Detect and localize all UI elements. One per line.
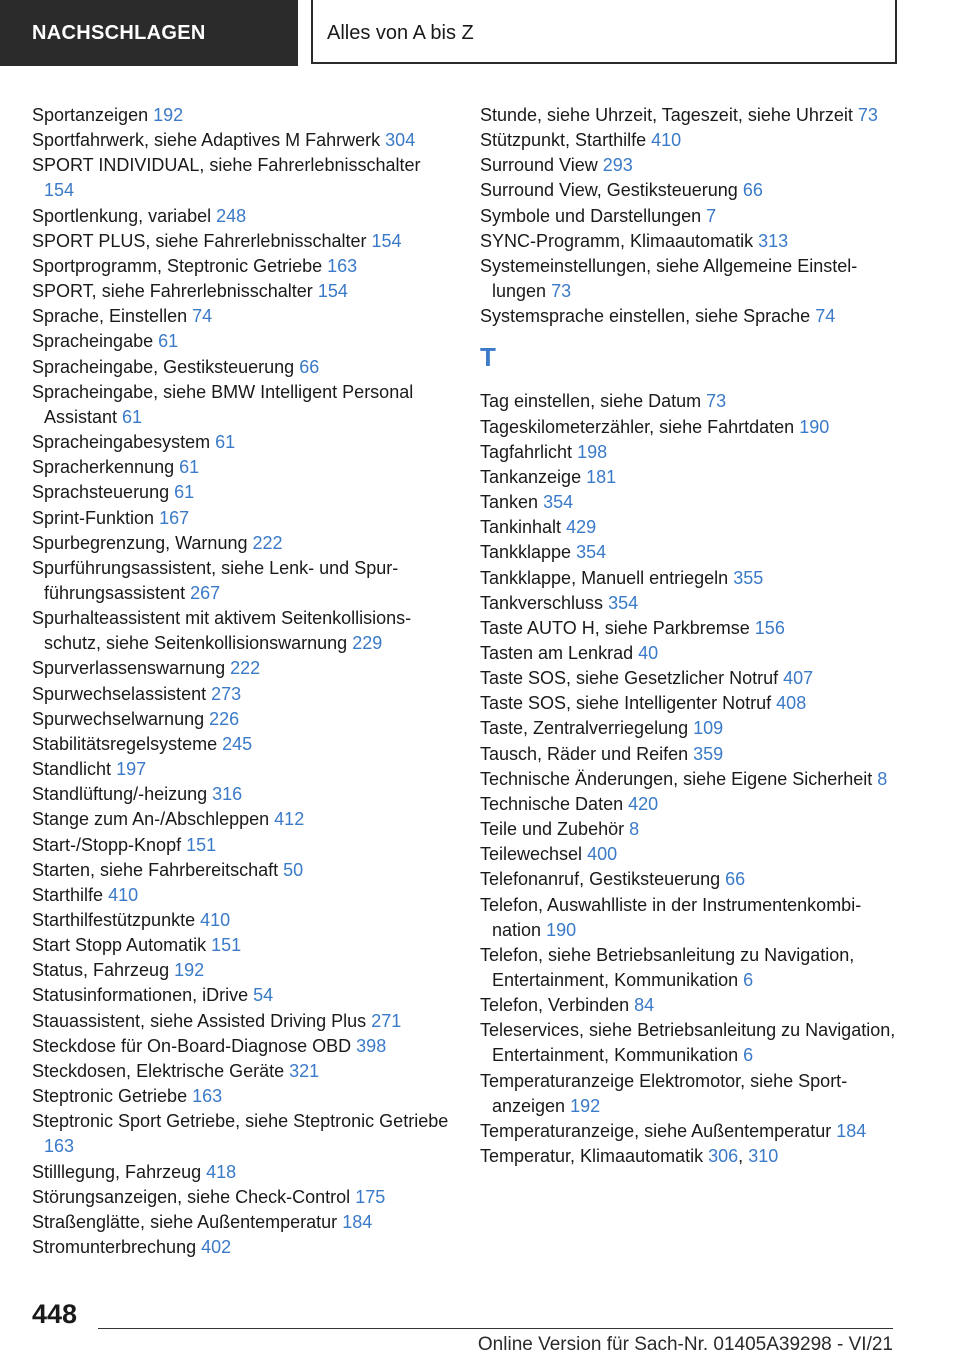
index-entry-term: Sportlenkung, variabel: [32, 205, 212, 226]
page-reference-link[interactable]: 248: [216, 205, 247, 226]
index-entry-term: Sportfahrwerk, siehe Adaptives M Fahrwerk: [32, 130, 381, 151]
index-entry: [32, 606, 452, 656]
page-reference-link[interactable]: 273: [211, 683, 242, 704]
index-entry-term: Start Stopp Automatik: [32, 935, 207, 956]
index-entry-term: SPORT PLUS, siehe Fahrerlebnisschalter: [32, 230, 367, 251]
page-reference-link[interactable]: 154: [317, 281, 348, 302]
page-reference-link[interactable]: 410: [108, 884, 139, 905]
index-entry: [480, 792, 900, 817]
page-title: Alles von A bis Z: [327, 22, 474, 44]
index-entry: [480, 128, 900, 153]
page-reference-link[interactable]: 66: [742, 180, 763, 201]
index-entry: [32, 329, 452, 354]
index-entry: [32, 103, 452, 128]
page-reference-link[interactable]: 222: [230, 658, 261, 679]
page-reference-link[interactable]: 154: [371, 230, 402, 251]
page-reference-link[interactable]: 7: [706, 205, 717, 226]
index-entry-term: Telefon, Auswahlliste in der Instrumentenkombination: [480, 894, 862, 940]
index-entry-term: Teilewechsel: [480, 844, 583, 865]
index-entry-term: Tagfahrlicht: [480, 441, 573, 462]
index-entry: [32, 380, 452, 430]
index-entry: [480, 178, 900, 203]
index-entry: [32, 983, 452, 1008]
index-entry-term: Stabilitätsregelsysteme: [32, 733, 218, 754]
page-reference-link[interactable]: 184: [342, 1211, 373, 1232]
index-entry-term: Tanken: [480, 492, 539, 513]
page-reference-link[interactable]: 163: [192, 1086, 223, 1107]
index-entry: [480, 103, 900, 128]
index-column-right: [480, 103, 900, 1169]
index-entry-term: SPORT, siehe Fahrerlebnisschalter: [32, 281, 313, 302]
index-entry-term: Sprache, Einstellen: [32, 306, 188, 327]
page-reference-link[interactable]: 61: [215, 432, 236, 453]
index-entry-term: Temperaturanzeige Elektromotor, siehe Sportanzeigen: [480, 1070, 848, 1116]
index-entry: [480, 204, 900, 229]
index-entry-term: Teleservices, siehe Betriebsanleitung zu Navigation, Entertainment, Kommunikation: [480, 1020, 896, 1066]
index-entry-term: Spurhalteassistent mit aktivem Seitenkollisionsschutz, siehe Seitenkollisionswarnung: [32, 608, 412, 654]
page-reference-link[interactable]: 154: [44, 180, 75, 201]
index-entry-term: Systemsprache einstellen, siehe Sprache: [480, 306, 811, 327]
index-entry-term: Starthilfestützpunkte: [32, 910, 196, 930]
index-entry: [32, 229, 452, 254]
index-entry: [480, 716, 900, 741]
index-entry: [32, 1210, 452, 1235]
index-entry: [32, 204, 452, 229]
index-entry-term: Spracheingabe, Gestiksteuerung: [32, 356, 295, 377]
index-entry-term: Systemeinstellungen, siehe Allgemeine Einstellungen: [480, 255, 858, 302]
index-entry: [480, 465, 900, 490]
index-entry-term: Temperaturanzeige, siehe Außentemperatur: [480, 1120, 832, 1141]
index-entry: [32, 656, 452, 681]
index-entry: [480, 867, 900, 892]
index-entry-term: Tankanzeige: [480, 466, 582, 487]
index-entry: [480, 767, 900, 792]
index-entry-term: Spurverlassenswarnung: [32, 658, 226, 679]
index-entry-term: Statusinformationen, iDrive: [32, 985, 249, 1006]
page-reference-link[interactable]: 420: [628, 793, 659, 814]
index-entry-term: Stunde, siehe Uhrzeit, Tageszeit, siehe Uhrzeit: [480, 105, 853, 125]
index-entry: [32, 556, 452, 606]
page-reference-link[interactable]: 163: [44, 1136, 75, 1157]
index-entry-term: Teile und Zubehör: [480, 819, 625, 840]
index-entry-term: Tageskilometerzähler, siehe Fahrtdaten: [480, 416, 795, 437]
page-reference-link[interactable]: 190: [799, 416, 830, 437]
index-entry-term: SYNC-Programm, Klimaautomatik: [480, 230, 754, 251]
index-entry-term: Temperatur, Klimaautomatik: [480, 1146, 704, 1167]
page-reference-link[interactable]: 8: [629, 819, 640, 840]
index-entry: [480, 817, 900, 842]
page-reference-link[interactable]: 198: [577, 441, 608, 462]
index-entry: [480, 229, 900, 254]
index-entry-term: Status, Fahrzeug: [32, 960, 170, 981]
index-entry: [480, 153, 900, 178]
index-entry-term: Spurbegrenzung, Warnung: [32, 532, 248, 553]
index-entry: [32, 531, 452, 556]
index-entry: [32, 1235, 452, 1260]
index-group-s: [480, 103, 900, 329]
index-entry-term: Standlüftung/-heizung: [32, 784, 208, 805]
page-reference-link[interactable]: 226: [209, 708, 240, 729]
index-entry: [32, 355, 452, 380]
index-entry-term: Taste SOS, siehe Gesetzlicher Notruf: [480, 668, 779, 689]
page-reference-link[interactable]: 245: [222, 733, 253, 754]
index-entry-term: Surround View, Gestiksteuerung: [480, 180, 738, 201]
page-reference-link[interactable]: 66: [725, 869, 746, 890]
index-entry-term: Tausch, Räder und Reifen: [480, 743, 689, 764]
index-entry: [32, 1034, 452, 1059]
page-reference-link[interactable]: 354: [543, 492, 574, 513]
index-entry: [480, 691, 900, 716]
page-reference-link[interactable]: 410: [651, 130, 682, 151]
index-entry-term: Tankinhalt: [480, 517, 562, 538]
index-entry: [32, 858, 452, 883]
index-entry-term: Taste SOS, siehe Intelligenter Notruf: [480, 693, 772, 714]
index-entry: [32, 908, 452, 933]
index-entry: [480, 304, 900, 329]
index-entry: [480, 490, 900, 515]
page-reference-link[interactable]: 293: [602, 155, 633, 176]
index-entry-term: Stauassistent, siehe Assisted Driving Plus: [32, 1010, 367, 1031]
index-entry: [480, 540, 900, 565]
page-reference-link[interactable]: 229: [352, 633, 383, 654]
page-reference-link[interactable]: 310: [748, 1146, 779, 1167]
index-entry: Temperatur, Klimaautomatik 306, 310: [480, 1146, 779, 1167]
index-entry-term: Taste AUTO H, siehe Parkbremse: [480, 617, 750, 638]
index-entry: [32, 732, 452, 757]
page-reference-link[interactable]: 175: [355, 1186, 386, 1207]
index-entry-term: Tag einstellen, siehe Datum: [480, 391, 702, 412]
index-entry-term: SPORT INDIVIDUAL, siehe Fahrerlebnisschalter: [32, 155, 421, 176]
page-reference-link[interactable]: 192: [153, 105, 184, 125]
index-entry: [32, 506, 452, 531]
index-column-left: [32, 103, 452, 1260]
page-reference-link[interactable]: 398: [356, 1035, 387, 1056]
index-entry: [480, 993, 900, 1018]
page-reference-link[interactable]: 61: [158, 331, 179, 352]
index-entry: [32, 430, 452, 455]
index-entry: [480, 893, 900, 943]
page-reference-link[interactable]: 54: [253, 985, 274, 1006]
page-reference-link[interactable]: 84: [634, 995, 655, 1016]
page-reference-link[interactable]: 197: [116, 759, 147, 780]
index-entry: [32, 958, 452, 983]
page-reference-link[interactable]: 184: [836, 1120, 867, 1141]
index-entry: [32, 1109, 452, 1159]
index-entry-term: Symbole und Darstellungen: [480, 205, 702, 226]
page-reference-link[interactable]: 306: [708, 1146, 739, 1167]
index-entry: [32, 254, 452, 279]
index-entry: [32, 883, 452, 908]
page-reference-link[interactable]: 271: [371, 1010, 402, 1031]
page-reference-link[interactable]: 50: [283, 859, 304, 880]
page-reference-link[interactable]: 73: [857, 105, 878, 125]
index-entry-term: Sprachsteuerung: [32, 482, 170, 503]
page-reference-link[interactable]: 407: [783, 668, 814, 689]
index-entry: [32, 128, 452, 153]
page-reference-link[interactable]: 355: [733, 567, 764, 588]
index-entry-term: Stange zum An-/Abschleppen: [32, 809, 270, 830]
index-entry-term: Tankverschluss: [480, 592, 604, 613]
index-entry-term: Spracherkennung: [32, 457, 175, 478]
page-reference-link[interactable]: 410: [200, 910, 231, 930]
index-entry: [32, 1160, 452, 1185]
index-entry: [32, 833, 452, 858]
page-reference-link[interactable]: 400: [587, 844, 618, 865]
index-entry-term: Technische Daten: [480, 793, 624, 814]
index-entry-term: Telefon, siehe Betriebsanleitung zu Navigation, Entertainment, Kommunikation: [480, 944, 855, 990]
page-reference-link[interactable]: 429: [566, 517, 597, 538]
index-entry: [480, 842, 900, 867]
page-reference-link[interactable]: 167: [159, 507, 190, 528]
page-reference-link[interactable]: 40: [638, 642, 659, 663]
index-entry: [32, 455, 452, 480]
index-entry-term: Tasten am Lenkrad: [480, 642, 634, 663]
page-reference-link[interactable]: 61: [174, 482, 195, 503]
page-reference-link[interactable]: 73: [706, 391, 727, 412]
index-entry-term: Spurwechselwarnung: [32, 708, 205, 729]
index-entry-term: Sportprogramm, Steptronic Getriebe: [32, 255, 323, 276]
index-entry-term: Steckdose für On-Board-Diagnose OBD: [32, 1035, 352, 1056]
index-entry-term: Telefonanruf, Gestiksteuerung: [480, 869, 721, 890]
page-reference-link[interactable]: 402: [201, 1237, 232, 1258]
index-entry-term: Telefon, Verbinden: [480, 995, 630, 1016]
index-entry: [32, 1185, 452, 1210]
index-entry-term: Technische Änderungen, siehe Eigene Sicherheit: [480, 768, 873, 789]
index-entry-term: Steptronic Getriebe: [32, 1086, 188, 1107]
index-entry: [32, 1059, 452, 1084]
page-reference-link[interactable]: 8: [877, 768, 888, 789]
index-entry: [32, 153, 452, 203]
page-reference-link[interactable]: 359: [693, 743, 724, 764]
index-entry-term: Sportanzeigen: [32, 105, 149, 125]
index-entry: [480, 389, 900, 414]
page-reference-link[interactable]: 6: [743, 1045, 754, 1066]
footer-version: Online Version für Sach-Nr. 01405A39298 - VI/21: [477, 1334, 893, 1355]
page-reference-link[interactable]: 354: [576, 542, 607, 563]
index-entry: [480, 641, 900, 666]
index-entry: [32, 707, 452, 732]
page-reference-link[interactable]: 151: [186, 834, 217, 855]
index-entry-term: Spurführungsassistent, siehe Lenk- und Spurführungsassistent: [32, 557, 399, 603]
index-entry: [480, 1069, 900, 1119]
index-entry-term: Spracheingabe, siehe BMW Intelligent Personal Assistant: [32, 381, 414, 427]
index-entry: [32, 480, 452, 505]
section-tab: NACHSCHLAGEN: [0, 0, 298, 66]
index-entry-term: Tankklappe: [480, 542, 572, 563]
index-entry-term: Spracheingabesystem: [32, 432, 211, 453]
index-entry-term: Steckdosen, Elektrische Geräte: [32, 1060, 285, 1081]
index-entry: [32, 279, 452, 304]
index-group-t: [480, 389, 900, 1169]
page-reference-link[interactable]: 192: [570, 1095, 601, 1116]
page-reference-link[interactable]: 354: [608, 592, 639, 613]
index-entry: [480, 616, 900, 641]
index-entry: [32, 1009, 452, 1034]
index-entry-term: Tankklappe, Manuell entriegeln: [480, 567, 729, 588]
page-reference-link[interactable]: 163: [327, 255, 358, 276]
page-reference-link[interactable]: 61: [122, 406, 143, 427]
index-entry: [32, 304, 452, 329]
index-entry: [32, 933, 452, 958]
page-reference-link[interactable]: 74: [192, 306, 213, 327]
index-entry: [480, 415, 900, 440]
index-entry: [32, 782, 452, 807]
index-entry: [480, 666, 900, 691]
page-header: [0, 0, 960, 66]
page-reference-link[interactable]: 304: [385, 130, 416, 151]
page-reference-link[interactable]: 73: [551, 281, 572, 302]
page-reference-link[interactable]: 222: [252, 532, 283, 553]
index-entry: [32, 757, 452, 782]
header-title-box: [311, 0, 897, 64]
index-entry: [32, 682, 452, 707]
page-reference-link[interactable]: 61: [179, 457, 200, 478]
page-reference-link[interactable]: 412: [274, 809, 305, 830]
index-entry: [480, 440, 900, 465]
index-entry-term: Sprint-Funktion: [32, 507, 155, 528]
index-entry-term: Taste, Zentralverriegelung: [480, 718, 689, 739]
page-reference-link[interactable]: 66: [299, 356, 320, 377]
index-entry-term: Straßenglätte, siehe Außentemperatur: [32, 1211, 338, 1232]
page-reference-link[interactable]: 190: [546, 919, 577, 940]
index-entry: [480, 254, 900, 304]
page-reference-link[interactable]: 156: [754, 617, 785, 638]
index-entry-term: Stützpunkt, Starthilfe: [480, 130, 647, 151]
index-entry: [480, 515, 900, 540]
index-entry-term: Stilllegung, Fahrzeug: [32, 1161, 202, 1182]
page-reference-link[interactable]: 267: [190, 582, 221, 603]
index-entry-term: Standlicht: [32, 759, 112, 780]
page-number: 448: [32, 1299, 78, 1329]
index-entry-term: Stromunterbrechung: [32, 1237, 197, 1258]
page-reference-link[interactable]: 316: [212, 784, 243, 805]
index-entry-term: Surround View: [480, 155, 598, 176]
page-reference-link[interactable]: 181: [586, 466, 617, 487]
index-entry-term: Steptronic Sport Getriebe, siehe Steptronic Getriebe: [32, 1111, 449, 1132]
footer-divider: [98, 1328, 893, 1329]
index-entry-term: Spurwechselassistent: [32, 683, 207, 704]
page-reference-link[interactable]: 192: [174, 960, 205, 981]
index-entry: [480, 1018, 900, 1068]
page-reference-link[interactable]: 418: [206, 1161, 237, 1182]
index-entry-term: Spracheingabe: [32, 331, 154, 352]
index-entry: [480, 943, 900, 993]
page-reference-link[interactable]: 109: [693, 718, 724, 739]
page-reference-link[interactable]: 313: [758, 230, 789, 251]
index-entry: [480, 591, 900, 616]
page-reference-link[interactable]: 74: [815, 306, 836, 327]
index-entry: [480, 742, 900, 767]
index-entry-term: Starten, siehe Fahrbereitschaft: [32, 859, 279, 880]
page-reference-link[interactable]: 151: [211, 935, 242, 956]
index-entry-term: Start-/Stopp-Knopf: [32, 834, 182, 855]
index-entry-term: Starthilfe: [32, 884, 104, 905]
index-entry-term: Störungsanzeigen, siehe Check-Control: [32, 1186, 351, 1207]
section-letter-heading: T: [480, 342, 496, 373]
index-entry: [32, 807, 452, 832]
page-reference-link[interactable]: 6: [743, 970, 754, 990]
index-entry: [32, 1084, 452, 1109]
index-entry: [480, 1119, 900, 1144]
index-entry: [480, 566, 900, 591]
page-reference-link[interactable]: 408: [776, 693, 807, 714]
page-reference-link[interactable]: 321: [289, 1060, 320, 1081]
